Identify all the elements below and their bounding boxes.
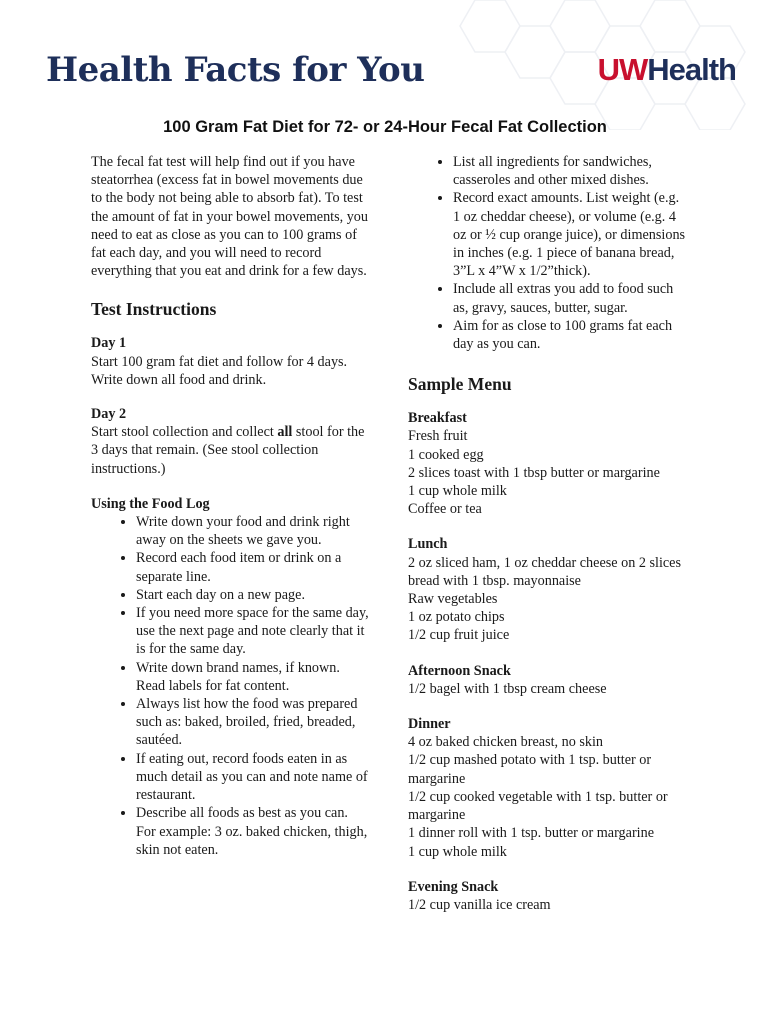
day2-text (91, 423, 369, 478)
menu-line: 1 cooked egg (408, 446, 484, 463)
recording-tips-list (408, 153, 686, 353)
logo-uw: UW (597, 52, 648, 87)
food-log-list (91, 513, 369, 859)
breakfast-label: Breakfast (408, 410, 467, 427)
brand-title: Health Facts for You (46, 50, 425, 90)
list-item: • Record exact amounts. List weight (e.g. 1 oz cheddar cheese), or volume (e.g. 4 oz or ½ cup orange juice), or dimensions in inches (e.g. 1 piece of banana bread, 3”L x 4”W x 1/2”thick). (453, 189, 686, 280)
masthead (46, 48, 738, 92)
menu-line: 1/2 cup cooked vegetable with 1 tsp. butter or margarine (408, 788, 668, 824)
intro-paragraph: The fecal fat test will help find out if you have steatorrhea (excess fat in bowel movements due to the body not being able to absorb fat). To test the amount of fat in your bowel movements, you need to eat as close as you can to 100 grams of fat each day, and you will need to record everything that you eat and drink for a few days. (91, 154, 368, 280)
list-item: • Describe all foods as best as you can. For example: 3 oz. baked chicken, thigh, skin not eaten. (136, 804, 369, 859)
menu-line: 1/2 cup vanilla ice cream (408, 896, 551, 913)
day2-text-start: Start stool collection and collect (91, 424, 278, 441)
list-item: • Record each food item or drink on a separate line. (136, 549, 369, 585)
right-column (408, 153, 686, 914)
list-item: • If you need more space for the same day, use the next page and note clearly that it is for the same day. (136, 604, 369, 659)
food-log-label: Using the Food Log (91, 495, 210, 512)
test-instructions-heading: Test Instructions (91, 299, 217, 320)
menu-line: Raw vegetables (408, 591, 498, 608)
menu-line: 1/2 cup mashed potato with 1 tsp. butter or margarine (408, 752, 652, 787)
menu-line: Coffee or tea (408, 501, 482, 518)
uwhealth-logo (598, 52, 736, 88)
menu-line: Fresh fruit (408, 428, 468, 445)
day1-text: Start 100 gram fat diet and follow for 4 days. Write down all food and drink. (91, 353, 348, 388)
day1-label: Day 1 (91, 335, 127, 352)
sample-menu-heading: Sample Menu (408, 374, 512, 395)
logo-health: Health (647, 52, 736, 87)
menu-line: 1/2 cup fruit juice (408, 627, 510, 644)
dinner-label: Dinner (408, 716, 451, 733)
list-item: • List all ingredients for sandwiches, casseroles and other mixed dishes. (453, 153, 686, 189)
afternoon-snack-label: Afternoon Snack (408, 662, 511, 679)
list-item: • Start each day on a new page. (136, 586, 369, 604)
list-item: • Write down brand names, if known. Read labels for fat content. (136, 659, 369, 695)
list-item: • If eating out, record foods eaten in as much detail as you can and note name of restaurant. (136, 750, 369, 805)
menu-line: 2 slices toast with 1 tbsp butter or margarine (408, 464, 660, 481)
day2-label: Day 2 (91, 406, 127, 423)
menu-line: 2 oz sliced ham, 1 oz cheddar cheese on 2 slices bread with 1 tbsp. mayonnaise (408, 554, 682, 589)
list-item: • Include all extras you add to food such as, gravy, sauces, butter, sugar. (453, 280, 686, 316)
menu-line: 1 dinner roll with 1 tsp. butter or margarine (408, 825, 654, 842)
lunch-label: Lunch (408, 536, 448, 553)
menu-line: 4 oz baked chicken breast, no skin (408, 734, 604, 751)
left-column (91, 153, 369, 859)
day2-text-end: stool for the 3 days that remain. (See stool collection instructions.) (91, 424, 365, 477)
document-title: 100 Gram Fat Diet for 72- or 24-Hour Fecal Fat Collection (163, 118, 607, 136)
day2-text-bold: all (277, 424, 293, 441)
list-item: • Aim for as close to 100 grams fat each day as you can. (453, 317, 686, 353)
evening-snack-label: Evening Snack (408, 878, 499, 895)
menu-line: 1/2 bagel with 1 tbsp cream cheese (408, 680, 607, 697)
list-item: • Write down your food and drink right away on the sheets we gave you. (136, 513, 369, 549)
menu-line: 1 oz potato chips (408, 609, 505, 626)
list-item: • Always list how the food was prepared such as: baked, broiled, fried, breaded, sautéed. (136, 695, 369, 750)
menu-line: 1 cup whole milk (408, 483, 507, 500)
menu-line: 1 cup whole milk (408, 843, 507, 860)
